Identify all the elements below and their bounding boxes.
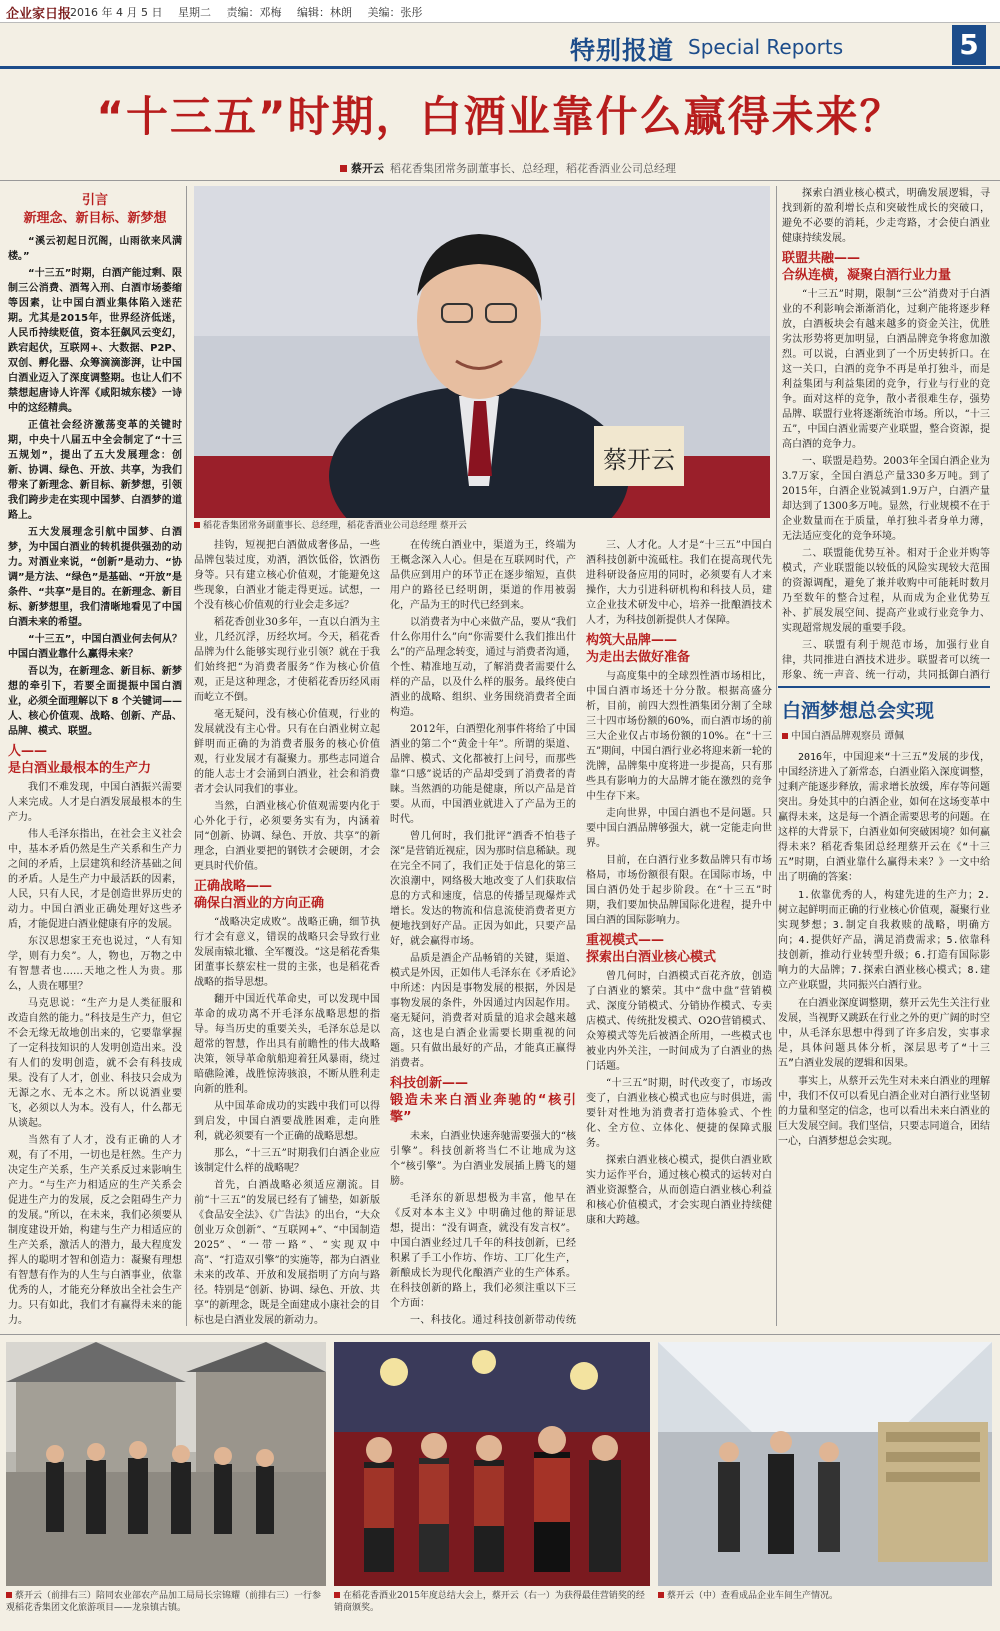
- body-paragraph: 马克思说：“生产力是人类征服和改造自然的能力。”科技是生产力，但它不会无缘无故地创出来的，它要靠掌握了一定科技知识的人发明创造出来。没有人们的发明创造，就不会有科技成果。没有了人才，创业、科技只会成为无源之水、无本之木。所以说酒业要飞，必须以人为本。没有人，什么都无从谈起。: [8, 998, 182, 1129]
- section-heading: [194, 878, 380, 912]
- section-heading-2: 合纵连横，凝聚白酒行业力量: [782, 268, 952, 283]
- intro-paragraph: 吾以为，在新理念、新目标、新梦想的牵引下，若要全面提振中国白酒业，必须全面理解以下 8 个关键词——人、核心价值观、战略、创新、产品、品牌、模式、联盟。: [8, 666, 182, 737]
- commentary-author-text: 中国白酒品牌观察员 谭佩: [791, 731, 905, 742]
- section-heading: [586, 932, 772, 966]
- photo-caption-2-text: 在稻花香酒业2015年度总结大会上，蔡开云（右一）为获得最佳营销奖的经销商颁奖。: [334, 1591, 645, 1613]
- commentary-paragraph: 在白酒业深度调整期，蔡开云先生关注行业发展，当视野又跳跃在行业之外的更广阔的时空中，从毛泽东思想中得到了许多启发，实事求是，具体问题具体分析，深层思考了“十三五”白酒业发展的逻辑和因果。: [778, 998, 990, 1069]
- body-paragraph: 以消费者为中心来做产品，要从“我们什么你用什么”向“你需要什么我们推出什么”的产品理念转变，通过与消费者沟通，个性、精准地互动，了解消费者需要什么样的产品，以及什么样的服务。最终使白酒业的战略、组织、业务围绕消费者全面构造。: [390, 617, 576, 718]
- photo-caption-1-text: 蔡开云（前排右三）陪同农业部农产品加工局局长宗锦耀（前排右三）一行参观稻花香集团文化旅游项目——龙泉镇古镇。: [6, 1591, 322, 1613]
- byline: [340, 160, 676, 176]
- body-paragraph: “战略决定成败”。战略正确，细节执行才会有意义，错误的战略只会导致行业发展南辕北辙、全军覆没。“这是稻花香集团董事长蔡宏柱一贯的主张，也是稻花香战略的指导思想。: [194, 917, 380, 988]
- body-paragraph: 一、科技化。通过科技创新带动传统: [410, 1315, 576, 1326]
- editor-credit: 责编：邓梅: [226, 6, 282, 19]
- column-4: [586, 538, 772, 1326]
- body-paragraph: 2012年，白酒塑化剂事件将给了中国酒业的第二个“黄金十年”。所谓的渠道、品牌、模式、文化都被打上问号，而那些靠“口感”说话的产品却受到了消费者的青睐。当然酒的功能是健康，所以产品是首要。从而，中国酒业就进入了产品为王的时代。: [390, 724, 576, 825]
- section-heading-1: 科技创新——: [390, 1076, 469, 1091]
- intro-paragraph: 正值社会经济激荡变革的关键时期，中央十八届五中全会制定了“十三五规划”，提出了五大发展理念：创新、协调、绿色、开放、共享，为我们带来了新理念、新目标、新梦想，引领我们跨步走在实现中国梦、白酒梦的道路上。: [8, 420, 182, 521]
- body-paragraph: 伟人毛泽东指出，在社会主义社会中，基本矛盾仍然是生产关系和生产力之间的矛盾，上层建筑和经济基础之间的矛盾。人是生产力中最活跃的因素，人民，只有人民，才是创造世界历史的动力。中国白酒业正确处理好这些矛盾，才能促进白酒业健康有序的发展。: [8, 829, 182, 930]
- caption-marker: [658, 1592, 664, 1598]
- section-heading: [586, 632, 772, 666]
- body-paragraph: 翻开中国近代革命史，可以发现中国革命的成功离不开毛泽东战略思想的指导。每当历史的重要关头，毛泽东总是以超常的智慧，作出具有前瞻性的伟大战略决策，领导革命航船迎着狂风暴雨，绕过暗礁险滩，战胜惊涛骇浪，不断从胜利走向新的胜利。: [194, 994, 380, 1095]
- photo-workshop: [658, 1342, 992, 1586]
- masthead-bar: [0, 0, 1000, 23]
- editor2-credit: 编辑：林朗: [296, 6, 352, 19]
- section-heading-1: 构筑大品牌——: [586, 633, 678, 648]
- byline-title: 稻花香集团常务副董事长、总经理，稻花香酒业公司总经理: [390, 162, 676, 175]
- body-paragraph: 一、联盟是趋势。2003年全国白酒企业为3.7万家，全国白酒总产量330多万吨。到了2015年，白酒企业锐减到1.9万户，白酒产量却达到了1300多万吨。显然，行业规模不在于企业数量而在于质量，单打独斗者身单力薄，无法适应变化的竞争环境。: [782, 456, 990, 542]
- photo-strip-rule: [0, 1334, 1000, 1335]
- photo-caption-3: [658, 1590, 992, 1628]
- byline-marker: [340, 165, 347, 172]
- section-heading: [8, 743, 182, 777]
- body-paragraph: 品质是酒企产品畅销的关键，渠道、模式是外因，正如伟人毛泽东在《矛盾论》中所述：内因是事物发展的根据，外因是事物发展的条件，外因通过内因起作用。毫无疑问，消费者对质量的追求会越来越高，这也是白酒企业需要长期重视的问题。只有做出最好的产品，才能真正赢得消费者。: [390, 953, 576, 1069]
- column-divider: [776, 186, 777, 1326]
- body-paragraph: “十三五”时期，时代改变了，市场改变了，白酒业核心模式也应与时俱进，需要针对性地为消费者打造体验式、个性化、全方位、立体化、便捷的保障式服务。: [586, 1078, 772, 1149]
- body-paragraph: 曾几何时，白酒模式百花齐放，创造了白酒业的繁荣。其中“盘中盘”营销模式、深度分销模式、分销协作模式、专卖店模式、传统批发模式、O2O营销模式、众筹模式等先后被酒企所用，一些模式也被业内外关注，一时间成为了白酒业的热门话题。: [586, 971, 772, 1072]
- column-2: [194, 538, 380, 1326]
- issue-weekday: 星期二: [177, 6, 211, 19]
- body-paragraph: 在传统白酒业中，渠道为王，终端为王概念深入人心。但是在互联网时代，产品供应到用户的环节正在逐步缩短，直供用户的路径已经明朗，渠道的作用被弱化，产品为王的时代已经到来。: [390, 540, 576, 611]
- photo-caption-2: [334, 1590, 650, 1628]
- author-marker: [782, 733, 788, 739]
- section-header: [560, 25, 1000, 65]
- body-paragraph: 当然，白酒业核心价值观需要内化于心外化于行，必须要务实有为，内涵着同“创新、协调、绿色、开放、共享”的新理念，白酒业要把的钢铁才会硬朗，才会更具时代价值。: [194, 801, 380, 872]
- photo-tour: [6, 1342, 326, 1586]
- intro-paragraph: “溪云初起日沉阁，山雨欲来风满楼。”: [8, 236, 182, 262]
- body-paragraph: 走向世界，中国白酒也不是问题。只要中国白酒品牌够强大，就一定能走向世界。: [586, 808, 772, 849]
- section-heading-2: 是白酒业最根本的生产力: [8, 761, 152, 776]
- body-paragraph: 三、联盟有利于规范市场，加强行业自律，共同推进白酒技术进步。联盟者可以统一形象、统一声音、统一行动，共同抵御白酒行: [782, 640, 990, 681]
- body-paragraph: 那么，“十三五”时期我们白酒企业应该制定什么样的战略呢？: [194, 1148, 380, 1174]
- body-paragraph: 探索白酒业核心模式，提供白酒业欧实力运作平台，通过核心模式的运转对白酒业资源整合，从而创造白酒业核心利益和核心价值模式，才会实现白酒业持续健康和大跨越。: [586, 1155, 772, 1226]
- column-1: [8, 186, 182, 1326]
- column-5: [782, 186, 990, 682]
- body-paragraph: 二、联盟能优势互补。相对于企业并购等模式，产业联盟能以较低的风险实现较大范围的资源调配，避免了兼并收购中可能耗时数月乃至数年的整合过程，从而成为企业优势互补、扩展发展空间、提高产业或行业竞争力、实现超常规发展的重要手段。: [782, 548, 990, 634]
- section-heading-2: 锻造未来白酒业奔驰的“核引擎”: [390, 1093, 576, 1125]
- issue-meta: [70, 4, 434, 20]
- body-paragraph: 首先，白酒战略必须适应潮流。目前“十三五”的发展已经有了铺垫，如新版《食品安全法》、《广告法》的出台，“大众创业万众创新”、“互联网+”、“中国制造2025”、“一带一路”、“实现双中高”、“打造双引擎”的实施等，都为白酒业未来的改革、开放和发展指明了方向与路径。特别是“创新、协调、绿色、开放、共享”的新理念，既是全面建成小康社会的目标也是白酒业发展的新动力。: [194, 1180, 380, 1326]
- portrait-photo: [194, 186, 770, 518]
- section-heading-1: 正确战略——: [194, 879, 273, 894]
- caption-marker: [6, 1592, 12, 1598]
- caption-marker: [334, 1592, 340, 1598]
- designer-credit: 美编：张彤: [367, 6, 423, 19]
- headline: “十三五”时期，白酒业靠什么赢得未来？: [96, 92, 904, 141]
- section-title-cn: 特别报道: [570, 36, 675, 65]
- body-paragraph: 三、人才化。人才是“十三五”中国白酒科技创新中流砥柱。我们在提高现代先进科研设备应用的同时，必须要有人才来操作，大力引进科研机构和科技人员，建立企业技术研发中心，培养一批酿酒技术人才，为科技创新提供人才保障。: [586, 540, 772, 626]
- section-heading-1: 联盟共融——: [782, 251, 861, 266]
- page-number: 5: [952, 25, 986, 65]
- commentary-title: 白酒梦想总会实现: [782, 700, 935, 722]
- body-paragraph: 毛泽东的新思想极为丰富，他早在《反对本本主义》中明确过他的辩证思想，提出：“没有调查，就没有发言权”。中国白酒业经过几千年的科技创新，已经积累了手工小作坊、作坊、工厂化生产，新酿成长为现代化酿酒产业的生产体系。在科技创新的路上，我们必须注重以下三个方面：: [390, 1193, 576, 1309]
- column-3: [390, 538, 576, 1326]
- section-heading: [782, 250, 990, 284]
- body-paragraph: 东汉思想家王充也说过，“人有知学，则有力矣”。人，物也，万物之中有智慧者也……天地之性人为贵。那么，人贵在哪里？: [8, 936, 182, 992]
- body-paragraph: 探索白酒业核心模式，明确发展逻辑，寻找到新的盈利增长点和突破性成长的突破口，避免不必要的消耗，少走弯路，才会使白酒业健康持续发展。: [782, 188, 990, 244]
- intro-heading-1: 引言: [81, 193, 108, 208]
- section-heading-1: 重视模式——: [586, 933, 665, 948]
- commentary-author: [782, 727, 990, 742]
- sidebox-rule: [778, 686, 990, 688]
- commentary-paragraph: 1.依靠优秀的人，构建先进的生产力；2.树立起鲜明而正确的行业核心价值观，凝聚行业实现梦想；3.制定自我救赎的战略，明确方向；4.提供好产品，满足消费需求；5.依靠科技创新，推动行业转型升级；6.打造有国际影响力的大品牌；7.探索白酒业核心模式；8.建立产业联盟，共同振兴白酒行业。: [778, 890, 990, 991]
- section-title-en: Special Reports: [688, 35, 844, 59]
- commentary-paragraph: 事实上，从蔡开云先生对未来白酒业的理解中，我们不仅可以看见白酒企业对白酒行业坚韧的力量和坚定的信念，也可以看出未来白酒业的巨大发展空间。我们坚信，只要志同道合，团结一心，白酒梦想总会实现。: [778, 1076, 990, 1147]
- caption-marker: [194, 522, 200, 528]
- body-paragraph: 曾几何时，我们批评“酒香不怕巷子深”是营销近视症，因为那时信息稀缺。现在完全不同了，我们正处于信息化的第三次浪潮中，网络极大地改变了人们获取信息的方式和速度，信息的传播呈现爆炸式增长。发达的物流和信息流使消费者更方便地找到好产品。正因为如此，只要产品好，就会赢得市场。: [390, 831, 576, 947]
- body-paragraph: “十三五”时期，限制“三公”消费对于白酒业的不利影响会渐渐消化，过剩产能将逐步释放，白酒板块会有越来越多的资金关注，优胜劣汰形势将更加明显，白酒品牌竞争将愈加激烈。可以说，白酒业到了一个历史转折口。在这一关口，白酒的竞争不再是单打独斗，而是利益集团与利益集团的竞争，行业与行业的竞争。面对这样的竞争，散小者很难生存，强势品牌、联盟行业将逐渐统治市场。所以，“十三五”，中国白酒业需要产业联盟，整合资源，提高白酒的竞争力。: [782, 289, 990, 450]
- issue-date: 2016 年 4 月 5 日: [70, 6, 163, 19]
- body-paragraph: 当然有了人才，没有正确的人才观，有了不用，一切也是枉然。生产力决定生产关系，生产关系反过来影响生产力。“与生产力相适应的生产关系会促进生产力的发展，反之会阻碍生产力的发展。”所以，在未来，我们必须要从制度建设开始，构建与生产力相适应的生产关系，激活人的潜力，最大程度发挥人的聪明才智和创造力：凝聚有理想有智慧有作为的人生与白酒事业，依靠优秀的人，才能充分释放出全社会生产力。只有如此，我们才有赢得未来的能力。: [8, 1135, 182, 1326]
- portrait-caption: [194, 520, 770, 534]
- section-heading-2: 探索出白酒业核心模式: [586, 950, 717, 965]
- byline-divider: [0, 180, 1000, 181]
- body-paragraph: 目前，在白酒行业多数品牌只有市场格局，市场份额很有限。在国际市场，中国白酒仍处于起步阶段。在“十三五”时期，我们要加快品牌国际化进程，提升中国白酒的国际影响力。: [586, 855, 772, 926]
- intro-paragraph: 五大发展理念引航中国梦、白酒梦，为中国白酒业的转机提供强劲的动力。对酒业来说，“创新”是动力、“协调”是方法、“绿色”是基础、“开放”是条件、“共享”是目的。在新理念、新目标、新梦想里，我们清晰地看见了中国白酒未来的希望。: [8, 527, 182, 628]
- section-heading-2: 确保白酒业的方向正确: [194, 896, 325, 911]
- byline-author: 蔡开云: [351, 162, 384, 175]
- commentary-box: [778, 690, 990, 1326]
- intro-paragraph: “十三五”时期，白酒产能过剩、限制三公消费、酒驾入刑、白酒市场萎缩等因素，让中国白酒业集体陷入迷茫期。尤其是2015年，世界经济低迷，人民币持续贬值，资本狂飙风云变幻，跌宕起伏，互联网+、大数据、P2P、双创、孵化器、众筹滴滴澎湃，让中国白酒业迈入了深度调整期。也让人们不禁想起唐诗人许浑《咸阳城东楼》一诗中的这经精典。: [8, 268, 182, 414]
- portrait-caption-text: 稻花香集团常务副董事长、总经理，稻花香酒业公司总经理 蔡开云: [203, 521, 467, 531]
- commentary-paragraph: 2016年，中国迎来“十三五”发展的步伐，中国经济进入了新常态，白酒业陷入深度调整，过剩产能逐步释放，需求增长放缓，库存等问题突出。身处其中的白酒企业，如何在这场变革中赢得未来，这是每一个酒企需要思考的问题。在这样的大背景下，白酒业如何突破困境？如何赢得未来？稻花香集团总经理蔡开云在《“十三五”时期，白酒业靠什么赢得未来？》一文中给出了明确的答案：: [778, 752, 990, 883]
- portrait-nameplate: 蔡开云: [603, 446, 675, 474]
- section-heading-1: 人——: [8, 744, 48, 759]
- intro-paragraph: “十三五”，中国白酒业何去何从？中国白酒业靠什么赢得未来？: [8, 634, 182, 660]
- body-paragraph: 从中国革命成功的实践中我们可以得到启发，中国白酒要战胜困难，走向胜利，就必须要有一个正确的战略思想。: [194, 1101, 380, 1142]
- body-paragraph: 稻花香创业30多年，一直以白酒为主业，几经沉浮，历经坎坷。今天，稻花香品牌为什么能够实现行业引领？就在于我们始终把“为消费者服务”作为核心价值观，正是这种理念，才使稻花香历经风雨而屹立不倒。: [194, 617, 380, 703]
- section-heading-2: 为走出去做好准备: [586, 650, 691, 665]
- body-paragraph: 挂钩，短视把白酒做成奢侈品，一些品牌包装过度，劝酒，酒饮低俗，饮酒伤身等。只有建立核心价值观，才能避免这些现象，白酒业才能走得更远。试想，一个没有核心价值观的行业会走多远？: [194, 540, 380, 611]
- photo-caption-1: [6, 1590, 326, 1628]
- photo-award: [334, 1342, 650, 1586]
- column-divider: [186, 186, 187, 1326]
- intro-heading-2: 新理念、新目标、新梦想: [23, 211, 167, 226]
- photo-caption-3-text: 蔡开云（中）查看成品企业车间生产情况。: [667, 1591, 839, 1601]
- body-paragraph: 与高度集中的全球烈性酒市场相比，中国白酒市场还十分分散。根据高盛分析，目前，前四大烈性酒集团分割了全球三十四市场份额的60%，而白酒市场的前三大企业仅占市场份额的10%。在“十三五”期间，中国白酒行业必将迎来新一轮的洗牌，品牌集中度将进一步提高，只有那些具有影响力的大品牌才能在激烈的竞争中生存下来。: [586, 671, 772, 802]
- intro-heading: [8, 192, 182, 228]
- header-rule: [0, 66, 1000, 69]
- body-paragraph: 未来，白酒业快速奔驰需要强大的“核引擎”。科技创新将当仁不让地成为这个“核引擎”。为白酒业发展插上腾飞的翅膀。: [390, 1131, 576, 1187]
- body-paragraph: 毫无疑问，没有核心价值观，行业的发展就没有主心骨。只有在白酒业树立起鲜明而正确的为消费者服务的核心价值观，行业发展才有凝聚力。那些志同道合的能人志士才会涌到白酒业，社会和消费者才会认同我们的事业。: [194, 709, 380, 795]
- section-heading: [390, 1075, 576, 1126]
- paper-name: 企业家日报: [6, 7, 72, 22]
- body-paragraph: 我们不难发现，中国白酒振兴需要人来完成。人才是白酒发展最根本的生产力。: [8, 782, 182, 823]
